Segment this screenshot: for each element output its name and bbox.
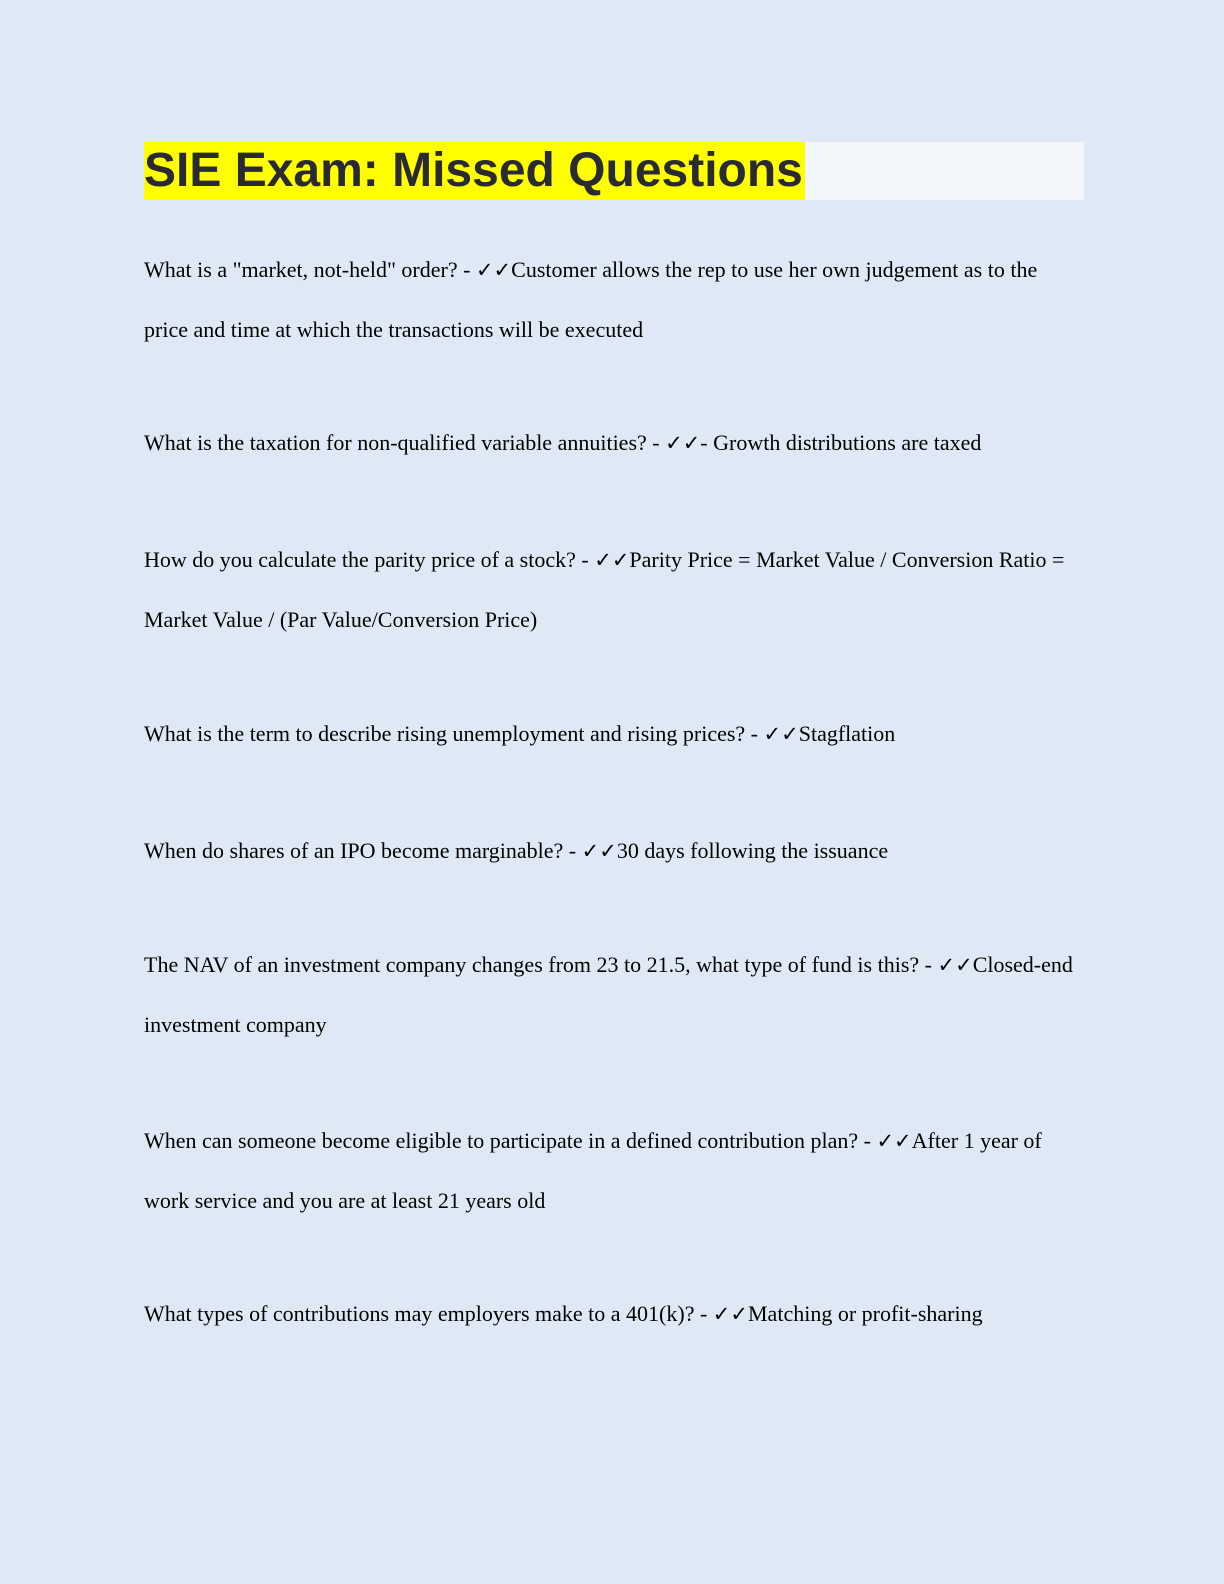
- question-text: The NAV of an investment company changes from 23 to 21.5, what type of fund is this? -: [144, 952, 938, 977]
- qa-item-2: [144, 413, 1079, 473]
- check-icon: ✓✓: [665, 431, 701, 455]
- question-text: When do shares of an IPO become marginable? -: [144, 838, 582, 863]
- page-title: SIE Exam: Missed Questions: [144, 142, 805, 200]
- qa-item-4: [144, 704, 1079, 764]
- check-icon: ✓✓: [763, 722, 799, 746]
- question-text: How do you calculate the parity price of a stock? -: [144, 547, 595, 572]
- check-icon: ✓✓: [876, 1129, 912, 1153]
- answer-text: Matching or profit-sharing: [748, 1301, 983, 1326]
- check-icon: ✓✓: [475, 258, 512, 282]
- check-icon: ✓✓: [712, 1302, 748, 1326]
- check-icon: ✓✓: [581, 839, 617, 863]
- answer-text: Customer allows the rep to use her own judgement as to the price and time at which the transactions will be executed: [144, 257, 1038, 342]
- answer-text: - Growth distributions are taxed: [700, 430, 982, 455]
- question-text: What types of contributions may employers make to a 401(k)? -: [144, 1301, 713, 1326]
- question-text: What is a "market, not-held" order? -: [144, 257, 476, 282]
- question-text: What is the taxation for non-qualified variable annuities? -: [144, 430, 666, 455]
- question-text: When can someone become eligible to participate in a defined contribution plan? -: [144, 1128, 877, 1153]
- answer-text: Stagflation: [798, 721, 896, 746]
- check-icon: ✓✓: [594, 548, 630, 572]
- qa-item-5: [144, 821, 1079, 881]
- qa-item-6: [144, 935, 1079, 1054]
- question-text: What is the term to describe rising unemployment and rising prices? -: [144, 721, 764, 746]
- qa-item-3: [144, 530, 1079, 649]
- check-icon: ✓✓: [937, 953, 973, 977]
- qa-item-8: [144, 1284, 1079, 1344]
- answer-text: After 1 year of work service and you are at least 21 years old: [144, 1128, 1042, 1213]
- answer-text: 30 days following the issuance: [616, 838, 889, 863]
- answer-text: Parity Price = Market Value / Conversion Ratio = Market Value / (Par Value/Conversion Price): [144, 547, 1065, 632]
- qa-item-1: [144, 240, 1079, 359]
- answer-text: Closed-end investment company: [144, 952, 1073, 1037]
- qa-item-7: [144, 1111, 1079, 1230]
